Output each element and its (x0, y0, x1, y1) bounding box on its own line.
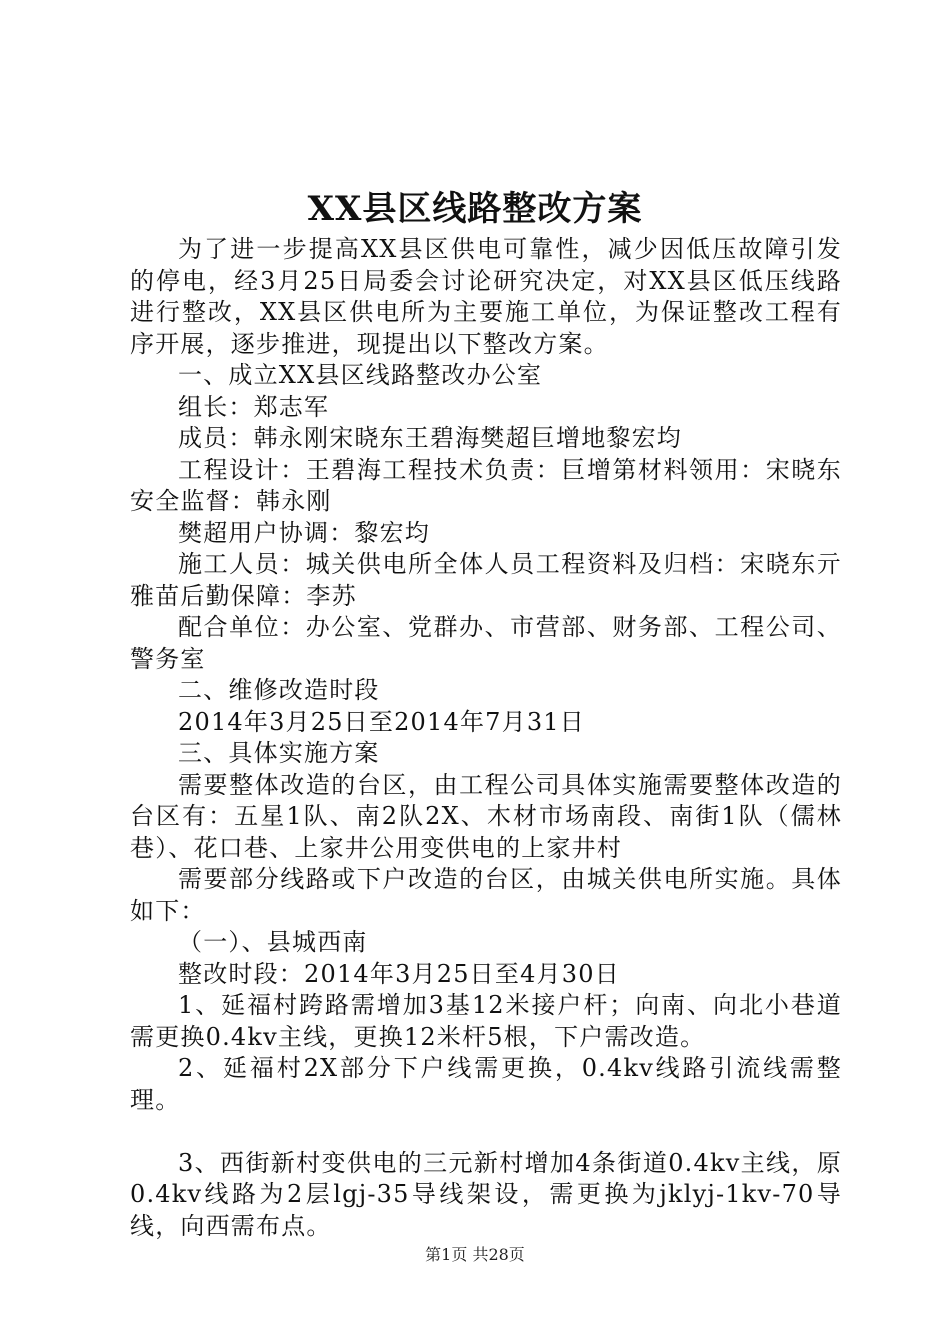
paragraph-section-1-heading: 一、成立XX县区线路整改办公室 (178, 361, 543, 389)
document-title: XX县区线路整改方案 (307, 189, 643, 229)
paragraph-subsection-period: 整改时段：2014年3月25日至4月30日 (178, 959, 620, 988)
paragraph-cooperating-units: 配合单位：办公室、党群办、市营部、财务部、工程公司、警务室 (130, 613, 842, 673)
paragraph-item-2: 2、延福村2X部分下户线需更换，0.4kv线路引流线需整理。 (130, 1054, 842, 1114)
paragraph-section-2-heading: 二、维修改造时段 (178, 676, 380, 704)
paragraph-team-members: 成员：韩永刚宋晓东王碧海樊超巨增地黎宏均 (178, 424, 682, 452)
paragraph-item-3: 3、西街新村变供电的三元新村增加4条街道0.4kv主线，原0.4kv线路为2层lgj-35导线架设，需更换为jklyj-1kv-70导线，向西需布点。 (130, 1148, 842, 1240)
paragraph-construction-staff: 施工人员：城关供电所全体人员工程资料及归档：宋晓东亓雅苗后勤保障：李苏 (130, 550, 842, 610)
paragraph-engineering-design: 工程设计：王碧海工程技术负责：巨增第材料领用：宋晓东安全监督：韩永刚 (130, 455, 842, 515)
paragraph-item-1: 1、延福村跨路需增加3基12米接户杆；向南、向北小巷道需更换0.4kv主线，更换12米杆5根，下户需改造。 (130, 991, 842, 1051)
page-footer: 第1页 共28页 (425, 1245, 525, 1264)
paragraph-subsection-1-heading: （一）、县城西南 (178, 928, 368, 956)
paragraph-full-renovation: 需要整体改造的台区，由工程公司具体实施需要整体改造的台区有：五星1队、南2队2X、木材市场南段、南街1队（儒林巷）、花口巷、上家井公用变供电的上家井村 (130, 770, 842, 862)
paragraph-period: 2014年3月25日至2014年7月31日 (178, 707, 585, 736)
paragraph-partial-renovation: 需要部分线路或下户改造的台区，由城关供电所实施。具体如下： (130, 865, 842, 925)
document-body (130, 234, 842, 1242)
paragraph-user-coordination: 樊超用户协调：黎宏均 (178, 518, 430, 547)
paragraph-intro: 为了进一步提高XX县区供电可靠性，减少因低压故障引发的停电，经3月25日局委会讨论研究决定，对XX县区低压线路进行整改，XX县区供电所为主要施工单位，为保证整改工程有序开展，逐步推进，现提出以下整改方案。 (130, 235, 842, 358)
paragraph-section-3-heading: 三、具体实施方案 (178, 739, 380, 767)
paragraph-team-leader: 组长：郑志军 (178, 392, 330, 421)
